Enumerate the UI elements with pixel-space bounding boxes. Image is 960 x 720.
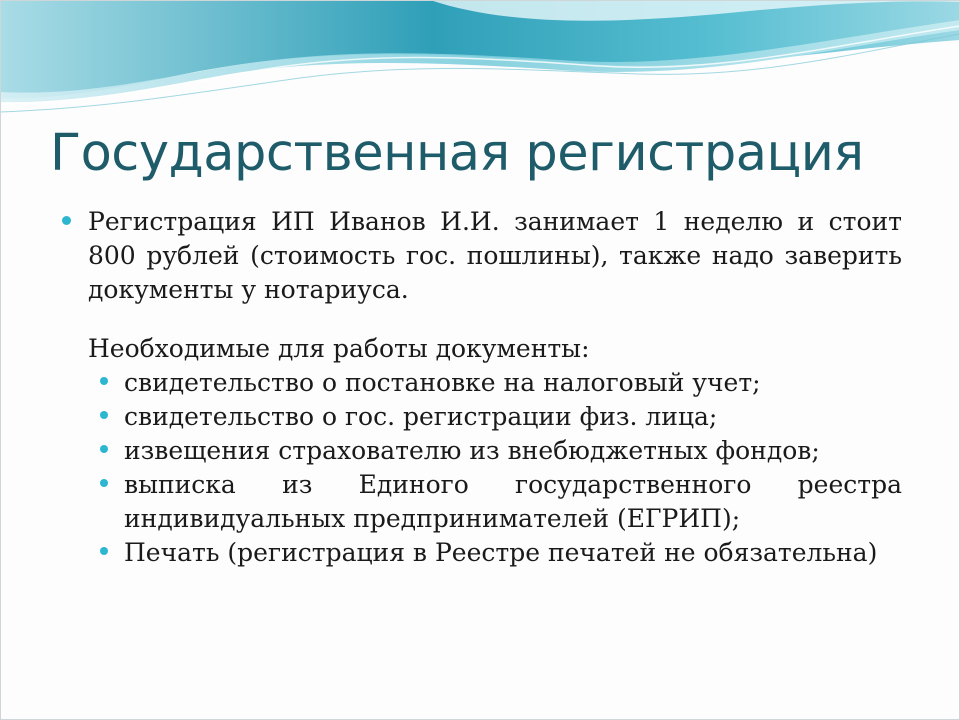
bullet-icon	[100, 479, 108, 487]
list-item	[60, 434, 902, 468]
intro-item-text: Регистрация ИП Иванов И.И. занимает 1 неделю и стоит 800 рублей (стоимость гос. пошлины), также надо заверить документы у нотариуса.	[88, 207, 902, 304]
slide-title: Государственная регистрация	[50, 124, 864, 183]
list-item	[60, 366, 902, 400]
list-item-text: Печать (регистрация в Реестре печатей не обязательна)	[124, 538, 878, 567]
bullet-icon	[100, 411, 108, 419]
bullet-icon	[62, 216, 71, 225]
wave-banner-decoration	[0, 0, 960, 120]
list-item-text: извещения страхователю из внебюджетных фондов;	[124, 436, 820, 465]
list-item	[60, 400, 902, 434]
list-item-text: свидетельство о постановке на налоговый учет;	[124, 368, 761, 397]
bullet-icon	[100, 547, 108, 555]
list-item	[60, 468, 902, 536]
documents-heading: Необходимые для работы документы:	[88, 334, 590, 363]
list-item-text: выписка из Единого государственного реестра индивидуальных предпринимателей (ЕГРИП);	[124, 470, 902, 533]
bullet-icon	[100, 445, 108, 453]
list-item-text: свидетельство о гос. регистрации физ. лица;	[124, 402, 718, 431]
slide-content	[60, 205, 902, 570]
bullet-icon	[100, 377, 108, 385]
intro-item	[60, 205, 902, 307]
list-item	[60, 536, 902, 570]
documents-list	[60, 366, 902, 570]
